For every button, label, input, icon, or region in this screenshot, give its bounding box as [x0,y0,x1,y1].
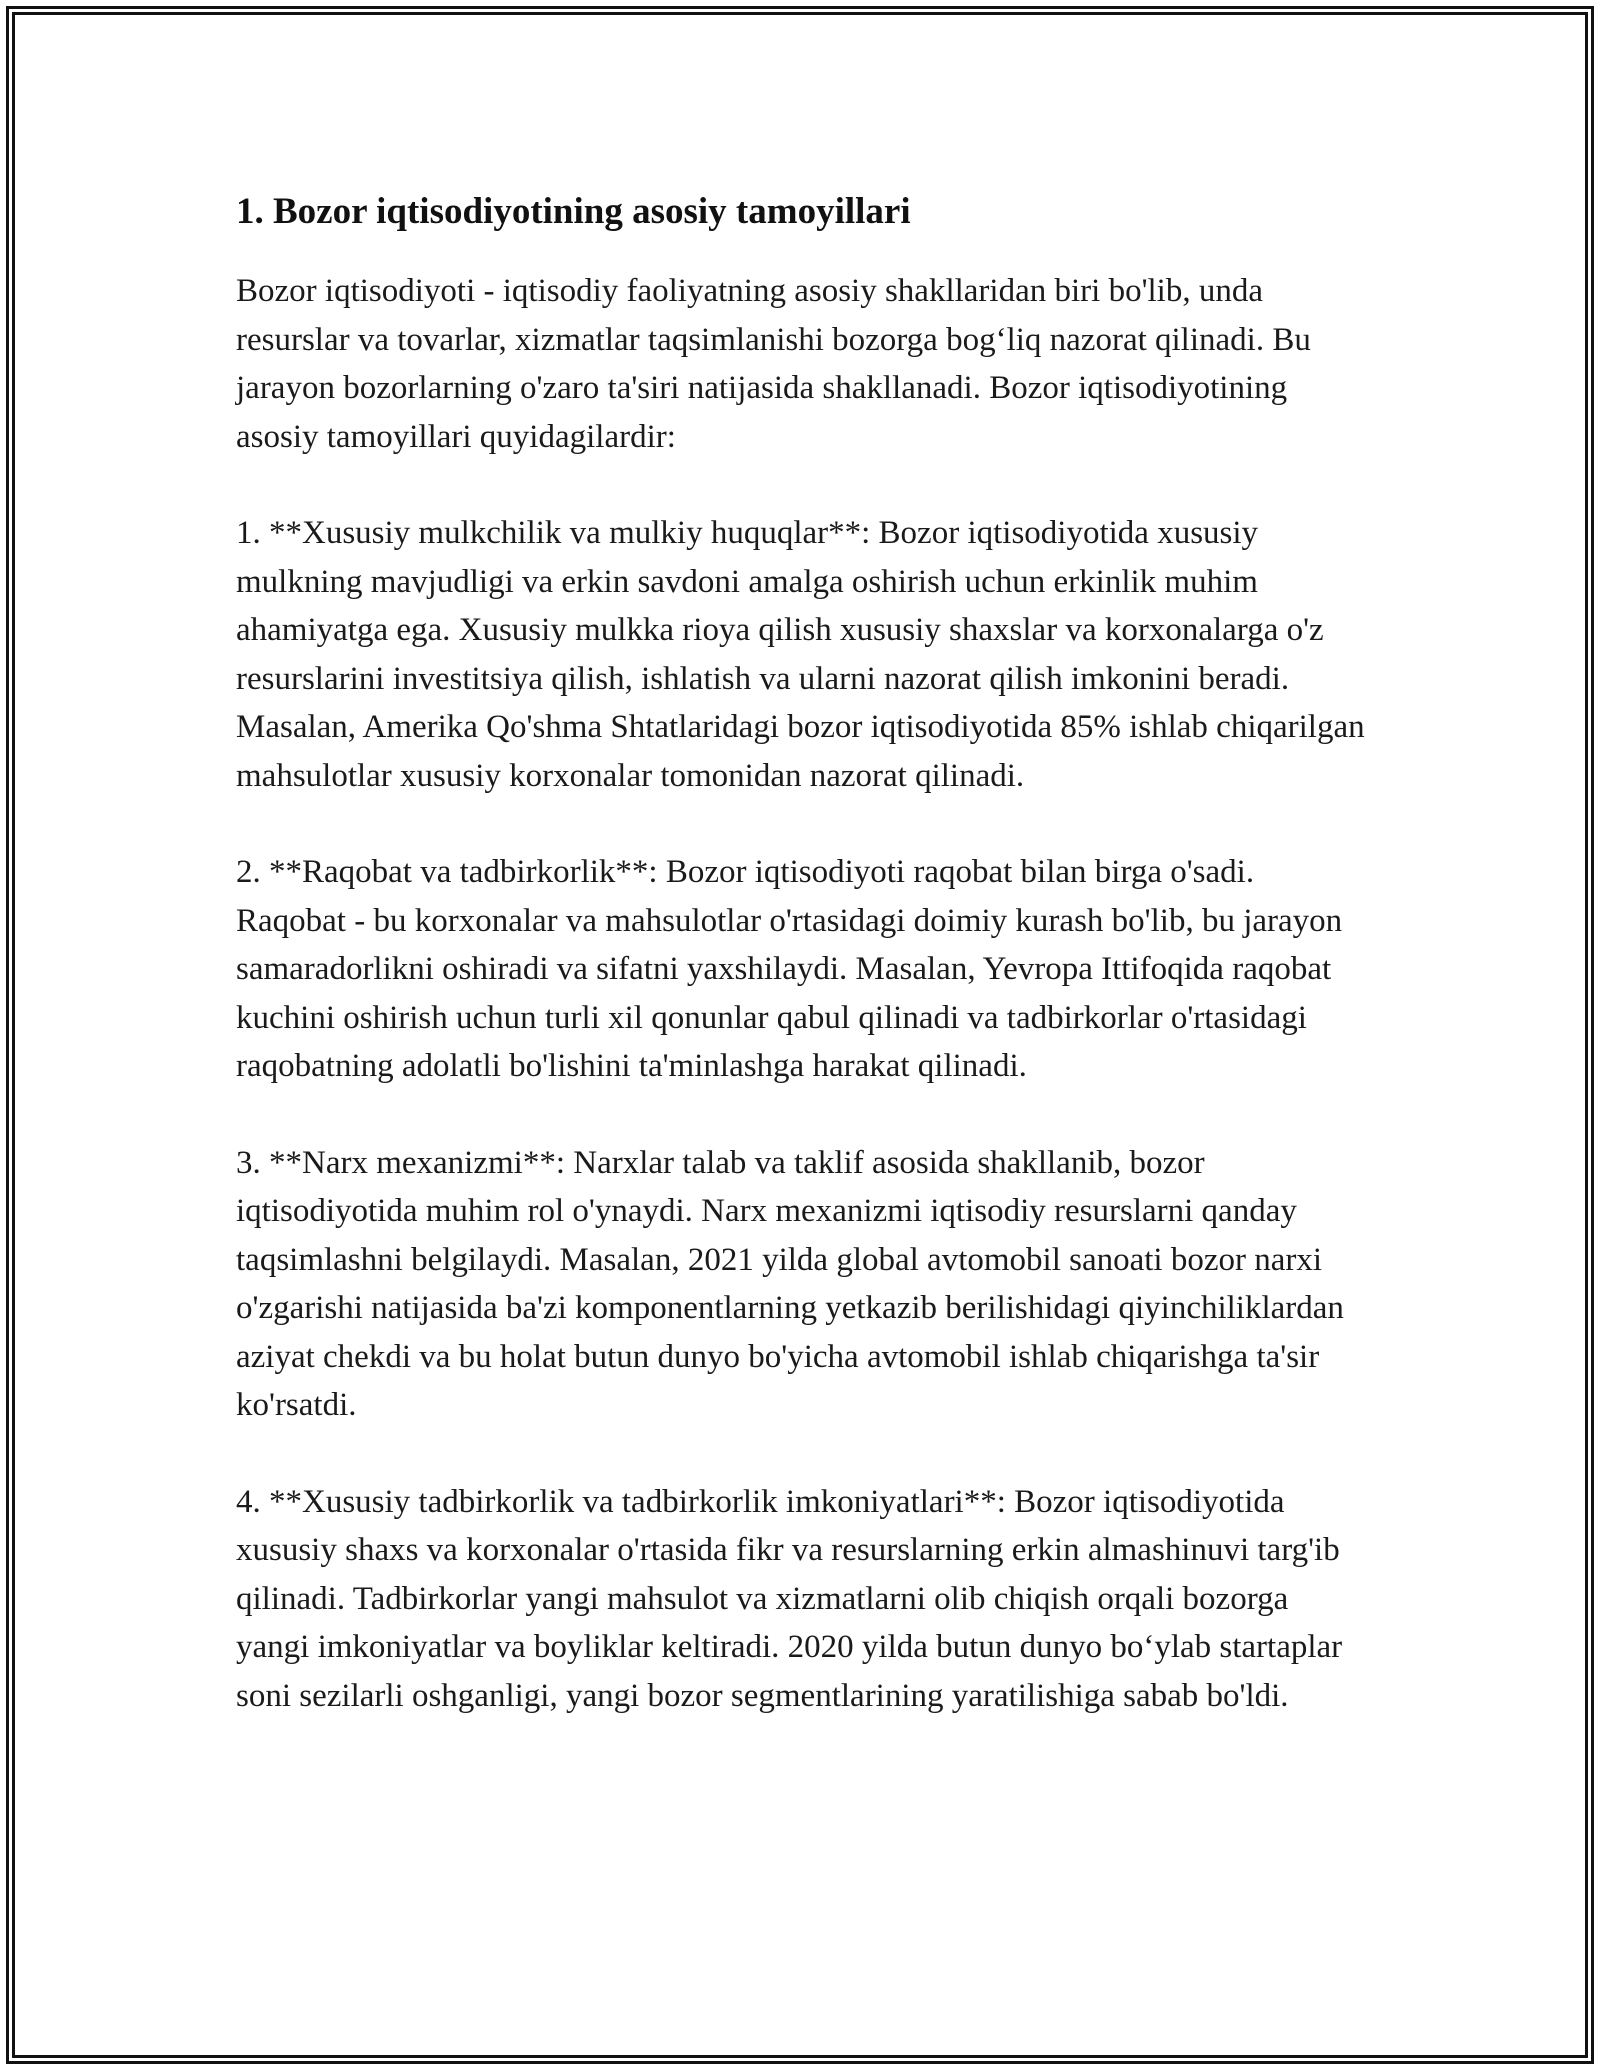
principle-competition-paragraph: 2. **Raqobat va tadbirkorlik**: Bozor iqtisodiyoti raqobat bilan birga o'sadi. Raqobat - bu korxonalar va mahsulotlar o'rtasidagi doimiy kurash bo'lib, bu jarayon samaradorlikni oshiradi va sifatni yaxshilaydi. Masalan, Yevropa Ittifoqida raqobat kuchini oshirish uchun turli xil qonunlar qabul qilinadi va tadbirkorlar o'rtasidagi raqobatning adolatli bo'lishini ta'minlashga harakat qilinadi. [236,854,1343,1084]
principle-private-property-paragraph: 1. **Xususiy mulkchilik va mulkiy huquqlar**: Bozor iqtisodiyotida xususiy mulkning mavjudligi va erkin savdoni amalga oshirish uchun erkinlik muhim ahamiyatga ega. Xususiy mulkka rioya qilish xususiy shaxslar va korxonalarga o'z resurslarini investitsiya qilish, ishlatish va ularni nazorat qilish imkonini beradi. Masalan, Amerika Qo'shma Shtatlaridagi bozor iqtisodiyotida 85% ishlab chiqarilgan mahsulotlar xususiy korxonalar tomonidan nazorat qilinadi. [236,515,1365,794]
intro-paragraph: Bozor iqtisodiyoti - iqtisodiy faoliyatning asosiy shakllaridan biri bo'lib, unda resurslar va tovarlar, xizmatlar taqsimlanishi bozorga bog‘liq nazorat qilinadi. Bu jarayon bozorlarning o'zaro ta'siri natijasida shakllanadi. Bozor iqtisodiyotining asosiy tamoyillari quyidagilardir: [236,273,1311,455]
principle-price-mechanism-paragraph: 3. **Narx mexanizmi**: Narxlar talab va taklif asosida shakllanib, bozor iqtisodiyotida muhim rol o'ynaydi. Narx mexanizmi iqtisodiy resurslarni qanday taqsimlashni belgilaydi. Masalan, 2021 yilda global avtomobil sanoati bozor narxi o'zgarishi natijasida ba'zi komponentlarning yetkazib berilishidagi qiyinchiliklardan aziyat chekdi va bu holat butun dunyo bo'yicha avtomobil ishlab chiqarishga ta'sir ko'rsatdi. [236,1144,1344,1423]
principle-entrepreneurship-paragraph: 4. **Xususiy tadbirkorlik va tadbirkorlik imkoniyatlari**: Bozor iqtisodiyotida xususiy shaxs va korxonalar o'rtasida fikr va resurslarning erkin almashinuvi targ'ib qilinadi. Tadbirkorlar yangi mahsulot va xizmatlarni olib chiqish orqali bozorga yangi imkoniyatlar va boyliklar keltiradi. 2020 yilda butun dunyo bo‘ylab startaplar soni sezilarli oshganligi, yangi bozor segmentlarining yaratilishiga sabab bo'ldi. [236,1483,1343,1714]
section-heading: 1. Bozor iqtisodiyotining asosiy tamoyillari [236,191,911,232]
document-body [236,188,1366,1720]
